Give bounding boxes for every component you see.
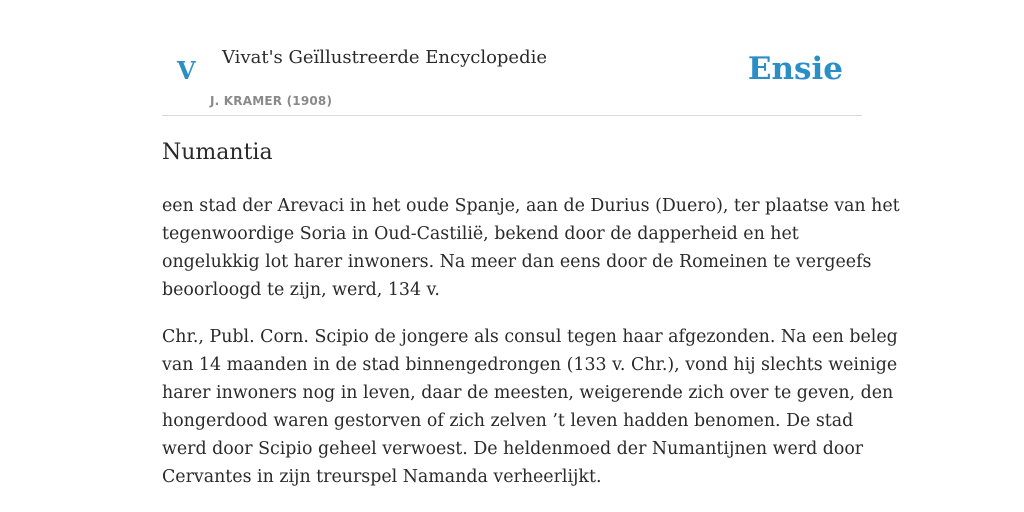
paragraph-line: werd door Scipio geheel verwoest. De heldenmoed der Numantijnen werd door bbox=[162, 439, 864, 459]
paragraph-line: van 14 maanden in de stad binnengedrongen (133 v. Chr.), vond hij slechts weinige bbox=[162, 355, 898, 375]
article-title: Numantia bbox=[162, 140, 273, 165]
paragraph-line: beoorloogd te zijn, werd, 134 v. bbox=[162, 280, 440, 300]
paragraph-line: een stad der Arevaci in het oude Spanje, aan de Durius (Duero), ter plaatse van het bbox=[162, 196, 900, 216]
source-header bbox=[162, 40, 862, 116]
article-paragraph-1 bbox=[162, 192, 900, 304]
paragraph-line: harer inwoners nog in leven, daar de meesten, weigerende zich over te geven, den bbox=[162, 383, 894, 403]
paragraph-line: ongelukkig lot harer inwoners. Na meer dan eens door de Romeinen te vergeefs bbox=[162, 252, 872, 272]
paragraph-line: Cervantes in zijn treurspel Namanda verheerlijkt. bbox=[162, 467, 602, 487]
article-paragraph-2 bbox=[162, 323, 898, 491]
source-logo-icon: V bbox=[177, 56, 196, 85]
brand-logo-link[interactable]: Ensie bbox=[747, 51, 843, 87]
source-title[interactable]: Vivat's Geïllustreerde Encyclopedie bbox=[222, 47, 548, 68]
source-author: J. KRAMER (1908) bbox=[210, 94, 333, 108]
paragraph-line: hongerdood waren gestorven of zich zelven ’t leven hadden benomen. De stad bbox=[162, 411, 854, 431]
paragraph-line: tegenwoordige Soria in Oud-Castilië, bekend door de dapperheid en het bbox=[162, 224, 799, 244]
paragraph-line: Chr., Publ. Corn. Scipio de jongere als consul tegen haar afgezonden. Na een beleg bbox=[162, 327, 898, 347]
